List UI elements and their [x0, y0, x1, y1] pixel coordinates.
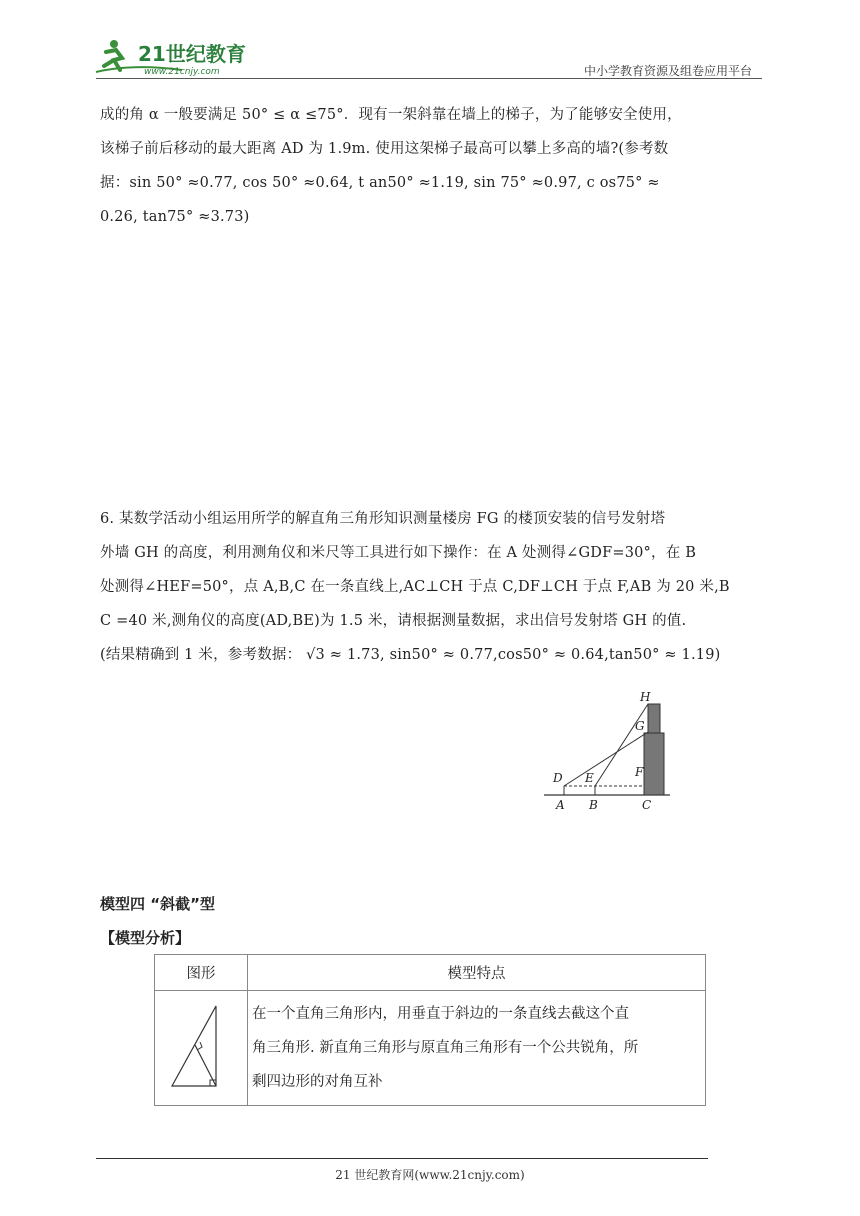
header-figure: 图形 — [155, 955, 248, 991]
problem6-text — [100, 502, 764, 672]
header-divider — [96, 78, 762, 79]
problem6-line: C =40 米,测角仪的高度(AD,BE)为 1.5 米，请根据测量数据，求出信号发射塔 GH 的值. — [100, 613, 687, 629]
problem6-line: 处测得∠HEF=50°，点 A,B,C 在一条直线上,AC⊥CH 于点 C,DF⊥CH 于点 F,AB 为 20 米,B — [100, 579, 730, 595]
label-c: C — [642, 798, 652, 812]
label-b: B — [589, 798, 598, 812]
label-f: F — [635, 765, 644, 779]
footer-text: 21 世纪教育网(www.21cnjy.com) — [335, 1168, 525, 1182]
logo-text: 21世纪教育 — [138, 42, 246, 66]
label-g: G — [635, 719, 645, 733]
problem5-line: 据：sin 50° ≈0.77, cos 50° ≈0.64, t an50° ≈1.19, sin 75° ≈0.97, c os75° ≈ — [100, 175, 660, 191]
problem6-line: (结果精确到 1 米，参考数据： √3 ≈ 1.73, sin50° ≈ 0.77,cos50° ≈ 0.64,tan50° ≈ 1.19) — [100, 647, 721, 663]
label-a: A — [556, 798, 565, 812]
problem5-text — [100, 98, 764, 234]
features-cell — [248, 991, 706, 1106]
features-line: 角三角形. 新直角三角形与原直角三角形有一个公共锐角，所 — [252, 1040, 639, 1056]
features-line: 剩四边形的对角互补 — [252, 1074, 383, 1090]
label-e: E — [585, 771, 594, 785]
signal-tower — [648, 704, 660, 733]
problem5-line: 该梯子前后移动的最大距离 AD 为 1.9m. 使用这架梯子最高可以攀上多高的墙?(参考数 — [100, 141, 669, 157]
section-title: 模型四 “斜截”型 — [100, 895, 215, 913]
header-features: 模型特点 — [248, 955, 706, 991]
problem6-line: 外墙 GH 的高度，利用测角仪和米尺等工具进行如下操作：在 A 处测得∠GDF=30°，在 B — [100, 545, 697, 561]
oblique-cut-triangle-figure — [166, 998, 236, 1094]
problem5-line: 成的角 α 一般要满足 50° ≤ α ≤75°．现有一架斜靠在墙上的梯子，为了能够安全使用， — [100, 107, 682, 123]
tower-measurement-figure — [540, 688, 680, 816]
table-row — [155, 991, 706, 1106]
model-table — [154, 954, 706, 1106]
figure-cell — [155, 991, 248, 1106]
table-header-row — [155, 955, 706, 991]
footer-divider — [96, 1158, 708, 1159]
label-h: H — [640, 690, 651, 704]
building-fg — [644, 733, 664, 795]
logo-url: www.21cnjy.com — [144, 67, 220, 77]
problem5-line: 0.26, tan75° ≈3.73) — [100, 209, 250, 225]
label-d: D — [553, 771, 563, 785]
site-logo — [92, 36, 262, 78]
header-platform-text: 中小学教育资源及组卷应用平台 — [583, 64, 752, 78]
problem6-line: 6. 某数学活动小组运用所学的解直角三角形知识测量楼房 FG 的楼顶安装的信号发射塔 — [100, 511, 666, 527]
analysis-heading: 【模型分析】 — [100, 929, 191, 947]
features-line: 在一个直角三角形内，用垂直于斜边的一条直线去截这个直 — [252, 1006, 629, 1022]
